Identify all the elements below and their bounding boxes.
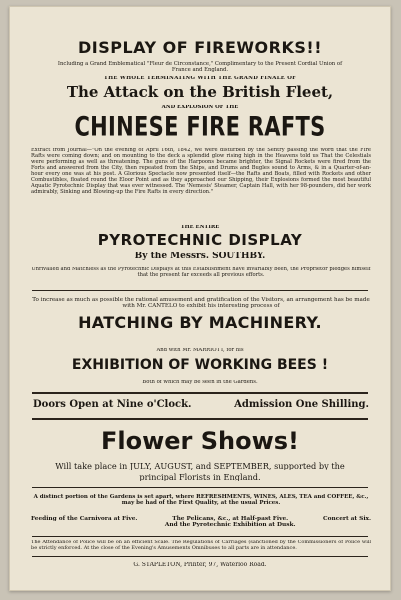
divider	[32, 536, 368, 537]
divider	[32, 392, 368, 394]
concert-text: Concert at Six.	[323, 516, 371, 522]
increase-text: To increase as much as possible the rational amusement and gratification of the Visitors, an arrangement has be made with Mr. CANTELO to exhibit his interesting process of	[32, 297, 370, 310]
feeding-text: Feeding of the Carnivora at Five.	[31, 516, 138, 522]
pyrotechnic-dusk-text: And the Pyrotechnic Exhibition at Dusk.	[164, 522, 296, 529]
refreshments-text: A distinct portion of the Gardens is set apart, where REFRESHMENTS, WINES, ALES, TEA and COFFEE, &c., may be had of the First Quality, at the usual Prices.	[33, 494, 369, 507]
both-line: Both of which may be seen in the Gardens.	[142, 380, 258, 385]
entire-line: THE ENTIRE	[180, 225, 220, 230]
chinese-fire-rafts-heading: CHINESE FIRE RAFTS	[74, 114, 326, 141]
admission-text: Admission One Shilling.	[234, 399, 369, 410]
pelicans-block	[165, 516, 296, 529]
doors-text: Doors Open at Nine o'Clock.	[33, 399, 192, 410]
pelicans-text: The Pelicans, &c., at Half-past Five.	[172, 516, 289, 522]
divider	[32, 556, 368, 557]
divider	[32, 418, 368, 420]
hatching-heading: HATCHING BY MACHINERY.	[78, 315, 322, 331]
flower-shows-heading: Flower Shows!	[100, 429, 299, 453]
unrivalled-text: Unrivalled and Matchless as the Pyrotechnic Displays at this Establishment have invariably been, the Proprietor pledges himself that the present far exceeds all previous efforts.	[31, 267, 371, 278]
will-take-place-line: Will take place in JULY, AUGUST, and SEPTEMBER, supported by the	[55, 462, 345, 471]
poster-title: DISPLAY OF FIREWORKS!!	[77, 40, 322, 56]
doors-admission-row	[33, 400, 369, 410]
attack-heading: The Attack on the British Fleet,	[66, 85, 334, 100]
southby-line: By the Messrs. SOUTHBY.	[134, 252, 266, 261]
terminating-line: THE WHOLE TERMINATING WITH THE GRAND FINALE OF	[103, 76, 297, 81]
schedule-row	[31, 516, 371, 529]
pyrotechnic-display-heading: PYROTECHNIC DISPLAY	[97, 233, 303, 248]
divider	[32, 290, 368, 291]
working-bees-heading: EXHIBITION OF WORKING BEES !	[71, 358, 329, 372]
journal-extract: Extract from Journal—"On the evening of April 16th, 1842, we were disturbed by the Sentry passing the word that the Fire Rafts were coming down; and on mounting to the deck a splendid glow rising high in the Heavens told us That the Celestials were performing as well as threatening. The guns of the Harpoons became brighter, the Signal Rockets were fired from the Forts and answered from the City, then repeated from the Ships, and Drums and Bugles sound to Arms, & in a Quarter-of-an-hour every one was at his post. A Glorious Spectacle now presented itself—the Rafts and Boats, filled with Rockets and other Combustibles, floated round the Eloor Point and as they approached our Shipping, their Explosions formed the most beautiful Aquatic Pyrotechnic Display that was ever witnessed. The 'Nemesis' Steamer, Captain Hall, with her 98-pounders, did her work admirably, Sinking and Blowing-up the Fire Rafts in every direction."	[31, 148, 371, 195]
divider	[32, 487, 368, 488]
florists-line: principal Florists in England.	[139, 473, 261, 482]
including-line: Including a Grand Emblematical "Fleur de Circonstance," Complimentary to the Present Cordial Union of France and England.	[57, 61, 343, 74]
marriott-line: And with Mr. MARRIOTT, for his	[156, 348, 244, 353]
poster-sheet	[9, 6, 391, 591]
attendance-text: The Attendance of Police will be on an efficient Scale. The Regulations of Carriages (sanctioned by the Commissioners of Police will be strictly enforced. At the close of the Evening's Amusements Omnibuses to all parts are in attendance.	[31, 540, 371, 551]
printer-line: G. STAPLETON, Printer, 97, Waterloo Road.	[133, 562, 267, 568]
explosion-line: AND EXPLOSION OF THE	[161, 105, 239, 110]
